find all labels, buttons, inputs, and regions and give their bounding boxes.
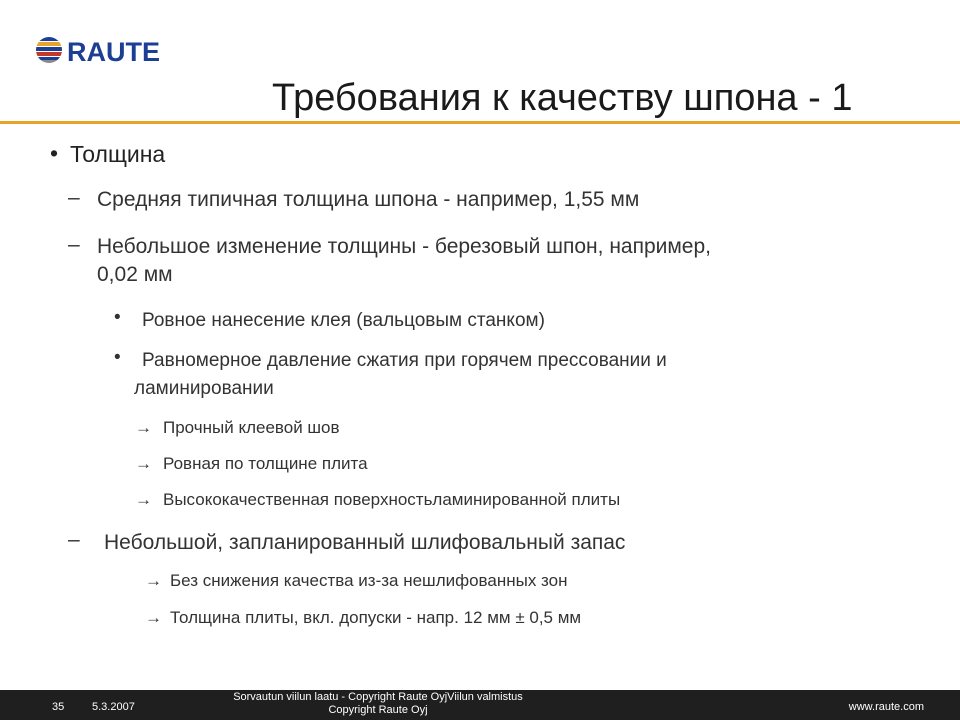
dash-icon: – [68,528,80,551]
arrow-right-icon: → [145,571,162,590]
arrow-item-text: Высококачественная поверхностьламинированной плиты [163,490,621,509]
sub-sub-item-text-continued: ламинировании [134,378,274,399]
sub-item-last-text: Небольшой, запланированный шлифовальный запас [104,531,626,554]
sub-item-text: Средняя типичная толщина шпона - например, 1,55 мм [97,188,640,211]
sub-item-text: Небольшое изменение толщины - березовый шпон, например, [97,235,712,258]
footer-copyright-line1: Sorvautun viilun laatu - Copyright Raute OyjViilun valmistus [233,691,523,703]
arrow-item-text: Без снижения качества из-за нешлифованных зон [170,571,568,590]
arrow-right-icon: → [135,454,152,473]
bullet-icon: • [114,347,121,368]
dash-icon: – [68,233,80,256]
bullet-icon: • [114,307,121,328]
footer-url: www.raute.com [848,701,924,713]
bullet-icon: • [50,140,59,166]
slide-title: Требования к качеству шпона - 1 [272,77,853,119]
raute-wordmark: RAUTE [67,37,160,67]
bullet-main-text: Толщина [70,141,166,167]
slide-footer [0,690,960,720]
dash-icon: – [68,186,80,209]
footer-copyright-line2: Copyright Raute Oyj [328,704,428,716]
sub-item-text-continued: 0,02 мм [97,263,173,286]
arrow-right-icon: → [145,608,162,627]
footer-copyright [203,691,553,717]
arrow-item-text: Прочный клеевой шов [163,418,340,437]
arrow-right-icon: → [135,418,152,437]
footer-date: 5.3.2007 [92,701,135,713]
sub-sub-item-text: Равномерное давление сжатия при горячем прессовании и [142,350,667,371]
arrow-right-icon: → [135,490,152,509]
arrow-item-text: Ровная по толщине плита [163,454,368,473]
sub-sub-item-text: Ровное нанесение клея (вальцовым станком) [142,310,545,331]
arrow-item-text: Толщина плиты, вкл. допуски - напр. 12 мм ± 0,5 мм [170,608,582,627]
page-number: 35 [52,701,65,713]
